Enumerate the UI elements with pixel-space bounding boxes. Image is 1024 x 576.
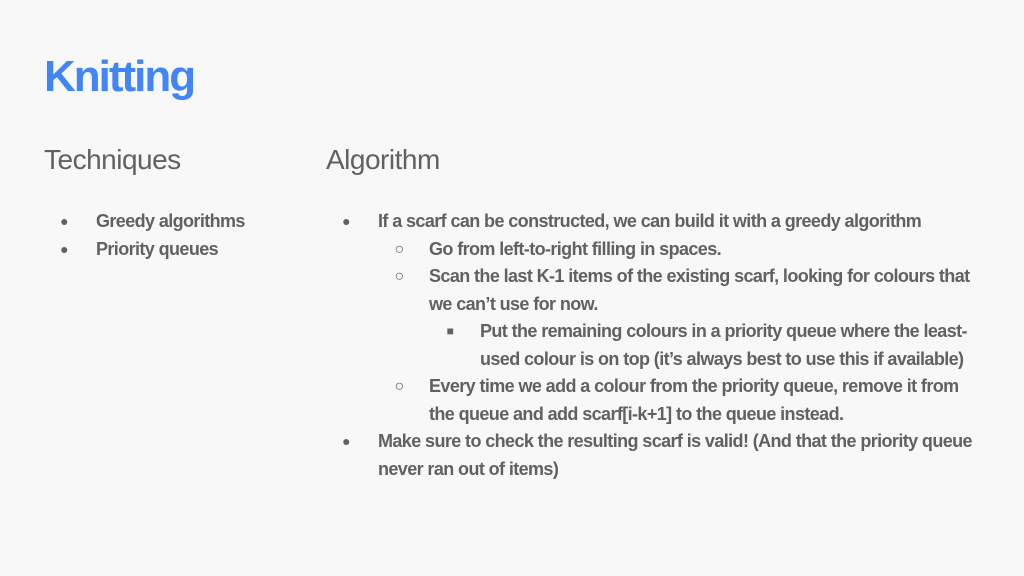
- techniques-heading: Techniques: [44, 144, 181, 175]
- bullet-circle-icon: ○: [394, 268, 404, 285]
- list-item-text: Scan the last K-1 items of the existing scarf, looking for colours that we can’t use for now.: [429, 266, 970, 314]
- bullet-dot-icon: ●: [342, 213, 350, 229]
- list-item: [338, 373, 978, 428]
- bullet-circle-icon: ○: [394, 378, 404, 395]
- list-item-text: Put the remaining colours in a priority queue where the least-used colour is on top (it’s always best to use this if available): [480, 321, 967, 369]
- slide-title: Knitting: [44, 52, 195, 101]
- list-item: [338, 263, 978, 318]
- algorithm-list: [338, 208, 978, 483]
- list-item-text: Priority queues: [96, 238, 219, 259]
- bullet-circle-icon: ○: [394, 240, 404, 258]
- list-item-text: If a scarf can be constructed, we can build it with a greedy algorithm: [378, 211, 922, 231]
- algorithm-heading: Algorithm: [326, 144, 440, 175]
- bullet-dot-icon: ●: [342, 433, 350, 449]
- list-item: [338, 208, 978, 236]
- bullet-dot-icon: ●: [60, 240, 68, 257]
- list-item-text: Greedy algorithms: [96, 211, 245, 231]
- list-item: [338, 428, 978, 483]
- list-item-text: Make sure to check the resulting scarf is valid! (And that the priority queue never ran out of items): [378, 431, 972, 479]
- list-item: [338, 318, 978, 373]
- list-item: [338, 236, 978, 264]
- bullet-square-icon: ■: [446, 324, 454, 338]
- list-item-text: Every time we add a colour from the priority queue, remove it from the queue and add scarf[i-k+1] to the queue instead.: [429, 376, 959, 424]
- list-item-text: Go from left-to-right filling in spaces.: [429, 238, 722, 259]
- bullet-dot-icon: ●: [60, 213, 68, 229]
- list-item: [56, 236, 296, 264]
- techniques-list: [56, 208, 296, 263]
- list-item: [56, 208, 296, 236]
